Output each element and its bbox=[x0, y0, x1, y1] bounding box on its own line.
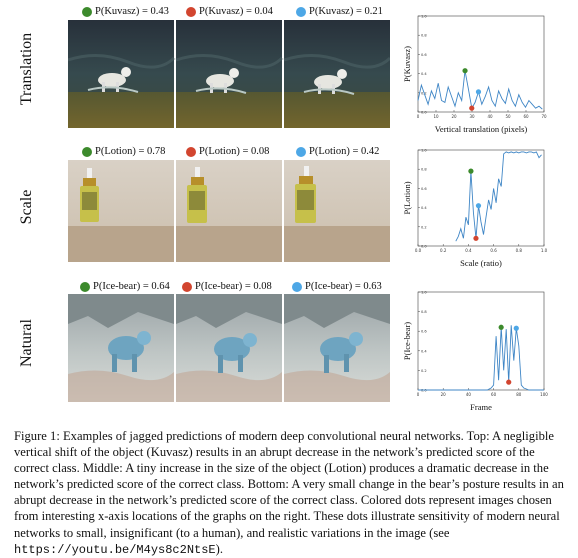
y-tick-label: 0.0 bbox=[421, 244, 427, 249]
video-link[interactable]: https://youtu.be/M4ys8c2NtsE bbox=[14, 542, 216, 557]
plot-frame bbox=[418, 150, 544, 246]
blue-dot-icon bbox=[296, 147, 306, 157]
x-tick-label: 40 bbox=[487, 114, 493, 119]
blue-dot-icon bbox=[296, 7, 306, 17]
x-tick-label: 60 bbox=[491, 392, 497, 397]
legend-item-green bbox=[82, 6, 169, 17]
y-tick-label: 1.0 bbox=[421, 290, 427, 295]
red-dot-icon bbox=[182, 282, 192, 292]
lotion-frame-3 bbox=[284, 160, 390, 262]
lotion-frame-2 bbox=[176, 160, 282, 262]
y-tick-label: 0.2 bbox=[421, 368, 427, 373]
series-line bbox=[456, 152, 542, 241]
x-axis-label: Frame bbox=[470, 402, 492, 412]
legend-item-red bbox=[186, 6, 273, 17]
x-tick-label: 70 bbox=[541, 114, 547, 119]
green-dot-icon bbox=[82, 147, 92, 157]
x-axis-label: Scale (ratio) bbox=[460, 258, 502, 268]
y-tick-label: 1.0 bbox=[421, 148, 427, 153]
y-tick-label: 0.0 bbox=[421, 110, 427, 115]
photo-strip-dog bbox=[68, 20, 390, 128]
figure-caption bbox=[14, 428, 566, 558]
x-tick-label: 1.0 bbox=[540, 248, 548, 253]
bear-frame-3 bbox=[284, 294, 390, 402]
marker-dot bbox=[473, 236, 478, 241]
dog-frame-3 bbox=[284, 20, 390, 128]
y-tick-label: 0.8 bbox=[421, 167, 427, 172]
bear-frame-1 bbox=[68, 294, 174, 402]
legend-text: P(Kuvasz) = 0.43 bbox=[95, 6, 169, 17]
marker-dot bbox=[468, 169, 473, 174]
y-tick-label: 0.8 bbox=[421, 33, 427, 38]
y-tick-label: 0.4 bbox=[421, 72, 427, 77]
x-tick-label: 80 bbox=[516, 392, 522, 397]
x-tick-label: 60 bbox=[523, 114, 529, 119]
photo-strip-lotion bbox=[68, 160, 390, 262]
y-tick-label: 0.2 bbox=[421, 225, 427, 230]
green-dot-icon bbox=[80, 282, 90, 292]
row-translation bbox=[0, 0, 578, 136]
row-label: Translation bbox=[18, 32, 35, 106]
x-tick-label: 0.0 bbox=[414, 248, 422, 253]
legend-item-red bbox=[182, 281, 272, 292]
y-tick-label: 0.6 bbox=[421, 52, 427, 57]
marker-dot bbox=[476, 203, 481, 208]
x-tick-label: 0.2 bbox=[440, 248, 447, 253]
y-tick-label: 0.4 bbox=[421, 349, 427, 354]
marker-dot bbox=[499, 325, 504, 330]
legend-text: P(Lotion) = 0.08 bbox=[199, 146, 270, 157]
series-line bbox=[418, 325, 544, 390]
legend-item-blue bbox=[296, 146, 379, 157]
legend-text: P(Ice-bear) = 0.63 bbox=[305, 281, 382, 292]
legend-text: P(Ice-bear) = 0.64 bbox=[93, 281, 170, 292]
legend-item-blue bbox=[296, 6, 383, 17]
row-label: Natural bbox=[18, 319, 35, 367]
row-natural bbox=[0, 274, 578, 414]
y-tick-label: 0.0 bbox=[421, 388, 427, 393]
marker-dot bbox=[469, 106, 474, 111]
legend-text: P(Ice-bear) = 0.08 bbox=[195, 281, 272, 292]
x-tick-label: 20 bbox=[440, 392, 446, 397]
legend-item-green bbox=[80, 281, 170, 292]
red-dot-icon bbox=[186, 147, 196, 157]
green-dot-icon bbox=[82, 7, 92, 17]
y-tick-label: 0.4 bbox=[421, 206, 427, 211]
photo-strip-bear bbox=[68, 294, 390, 402]
plot-translation bbox=[392, 8, 552, 136]
red-dot-icon bbox=[186, 7, 196, 17]
legend-text: P(Kuvasz) = 0.04 bbox=[199, 6, 273, 17]
bear-photo-image bbox=[68, 294, 390, 402]
x-tick-label: 0.8 bbox=[515, 248, 522, 253]
caption-text: Figure 1: Examples of jagged predictions of modern deep convolutional neural networks. Top: A negligible vertical shift of the object (Kuvasz) results in an abrupt decrease in the network’s predicted score of the correct class. Middle: A tiny increase in the size of the object (Lotion) produces a dramatic decrease in the network’s predicted score of the correct class. Bottom: A very small change in the bear’s posture results in an abrupt decrease in the network’s predicted score of the correct class. Colored dots represent images chosen from interesting x-axis locations of the graphs on the right. These dots illustrate sensitivity of modern neural networks to small, insignificant (to a human), and realistic variations in the image (see bbox=[14, 429, 564, 540]
row-scale bbox=[0, 138, 578, 270]
legend-item-green bbox=[82, 146, 165, 157]
x-tick-label: 30 bbox=[469, 114, 475, 119]
x-tick-label: 0.6 bbox=[490, 248, 497, 253]
x-axis-label: Vertical translation (pixels) bbox=[434, 124, 528, 134]
plot-natural bbox=[392, 284, 552, 414]
marker-dot bbox=[476, 89, 481, 94]
y-axis-label: P(Kuvasz) bbox=[402, 46, 412, 82]
y-tick-label: 0.8 bbox=[421, 310, 427, 315]
legend-item-red bbox=[186, 146, 269, 157]
marker-dot bbox=[506, 380, 511, 385]
blue-dot-icon bbox=[292, 282, 302, 292]
bear-frame-2 bbox=[176, 294, 282, 402]
y-axis-label: P(Ice-bear) bbox=[402, 321, 412, 361]
legend-item-blue bbox=[292, 281, 382, 292]
x-tick-label: 0.4 bbox=[465, 248, 472, 253]
marker-dot bbox=[462, 68, 467, 73]
x-tick-label: 0 bbox=[416, 114, 420, 119]
lotion-photo-image bbox=[68, 160, 390, 262]
x-tick-label: 0 bbox=[416, 392, 420, 397]
x-tick-label: 10 bbox=[433, 114, 439, 119]
x-tick-label: 40 bbox=[465, 392, 471, 397]
y-tick-label: 0.6 bbox=[421, 329, 427, 334]
x-tick-label: 100 bbox=[540, 392, 548, 397]
y-tick-label: 0.6 bbox=[421, 186, 427, 191]
legend-text: P(Lotion) = 0.78 bbox=[95, 146, 166, 157]
x-tick-label: 50 bbox=[505, 114, 511, 119]
dog-frame-1 bbox=[68, 20, 174, 128]
marker-dot bbox=[514, 326, 519, 331]
plot-frame bbox=[418, 292, 544, 390]
plot-scale bbox=[392, 142, 552, 270]
lotion-frame-1 bbox=[68, 160, 174, 262]
legend-text: P(Lotion) = 0.42 bbox=[309, 146, 380, 157]
plot-frame bbox=[418, 16, 544, 112]
y-tick-label: 0.2 bbox=[421, 91, 427, 96]
dog-frame-2 bbox=[176, 20, 282, 128]
legend-text: P(Kuvasz) = 0.21 bbox=[309, 6, 383, 17]
caption-tail: ). bbox=[215, 541, 223, 556]
y-axis-label: P(Lotion) bbox=[402, 181, 412, 215]
x-tick-label: 20 bbox=[451, 114, 457, 119]
row-label: Scale bbox=[18, 189, 35, 225]
dog-photo-image bbox=[68, 20, 390, 128]
y-tick-label: 1.0 bbox=[421, 14, 427, 19]
